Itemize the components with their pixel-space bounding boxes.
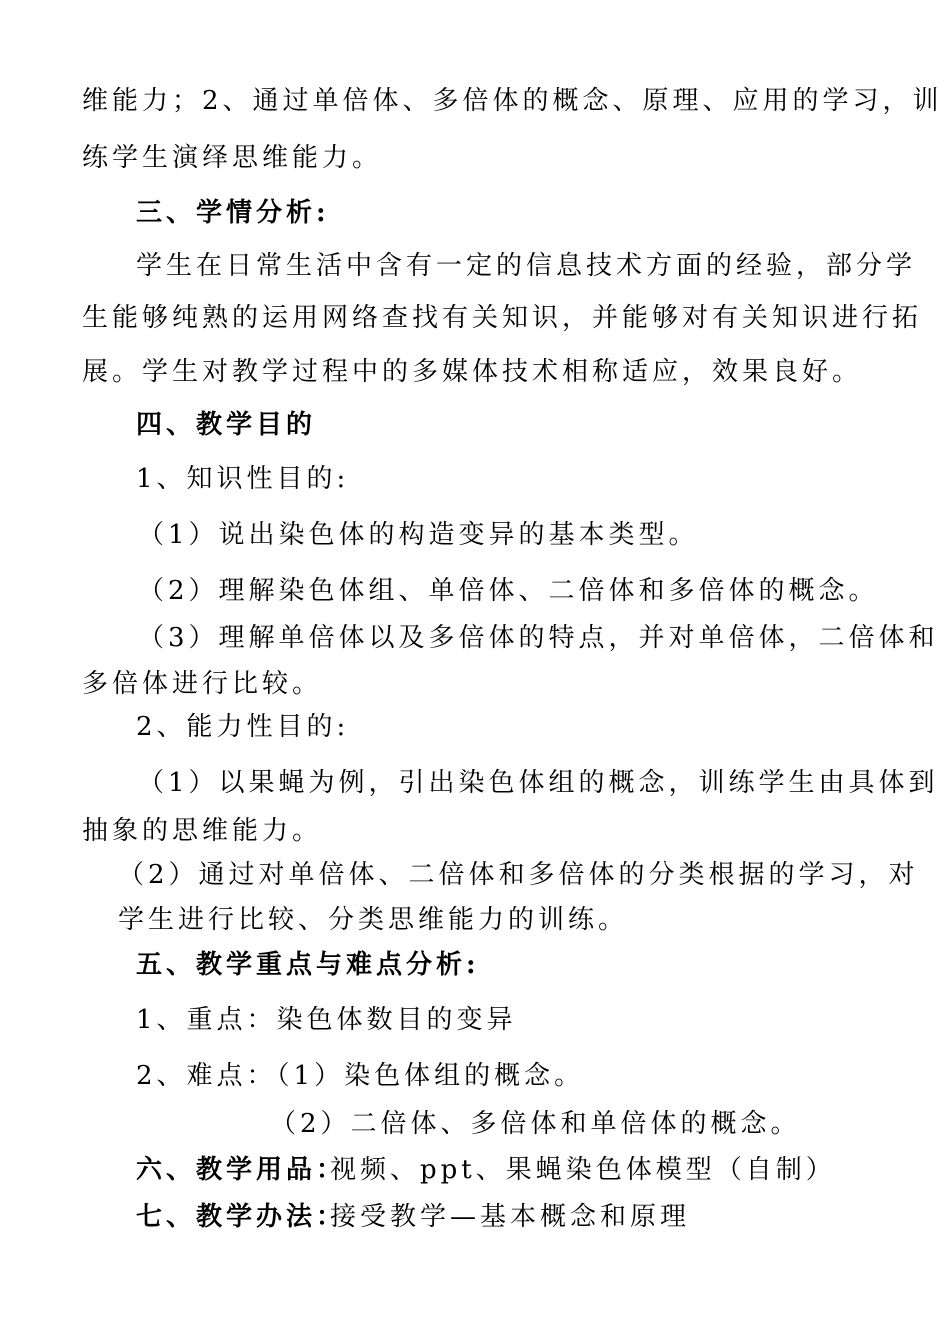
text-line: 学生进行比较、分类思维能力的训练。	[118, 905, 629, 935]
text-line: 2、能力性目的:	[136, 712, 350, 742]
text-line: （1）以果蝇为例，引出染色体组的概念，训练学生由具体到	[138, 768, 939, 798]
text-line: 生能够纯熟的运用网络查找有关知识，并能够对有关知识进行拓	[82, 303, 923, 333]
text-line: 学生在日常生活中含有一定的信息技术方面的经验，部分学	[136, 251, 917, 281]
text-line: 1、重点：染色体数目的变异	[136, 1005, 517, 1035]
text-line: （1）说出染色体的构造变异的基本类型。	[138, 520, 699, 550]
text-line: 视频、ppt、果蝇染色体模型（自制）	[330, 1155, 836, 1185]
section-heading-7: 七、教学办法：	[136, 1202, 347, 1232]
text-line: 练学生演绎思维能力。	[82, 143, 383, 173]
text-line: 接受教学—基本概念和原理	[330, 1202, 691, 1232]
text-line: 1、知识性目的:	[136, 464, 350, 494]
text-line: （3）理解单倍体以及多倍体的特点，并对单倍体，二倍体和	[138, 623, 939, 653]
text-line: 维能力；2、通过单倍体、多倍体的概念、原理、应用的学习，训	[82, 86, 943, 116]
section-heading-6: 六、教学用品：	[136, 1155, 347, 1185]
text-line: 展。学生对教学过程中的多媒体技术相称适应，效果良好。	[82, 357, 863, 387]
text-line: 抽象的思维能力。	[82, 816, 323, 846]
section-heading-3: 三、学情分析:	[136, 198, 330, 228]
text-line: （2）二倍体、多倍体和单倍体的概念。	[270, 1109, 801, 1139]
text-line: （2）通过对单倍体、二倍体和多倍体的分类根据的学习，对	[118, 860, 919, 890]
text-line: （2）理解染色体组、单倍体、二倍体和多倍体的概念。	[138, 576, 879, 606]
text-line: 多倍体进行比较。	[82, 669, 323, 699]
section-heading-5: 五、教学重点与难点分析:	[136, 950, 480, 980]
section-heading-4: 四、教学目的	[136, 410, 317, 440]
text-line: 2、难点：（1）染色体组的概念。	[136, 1061, 585, 1091]
